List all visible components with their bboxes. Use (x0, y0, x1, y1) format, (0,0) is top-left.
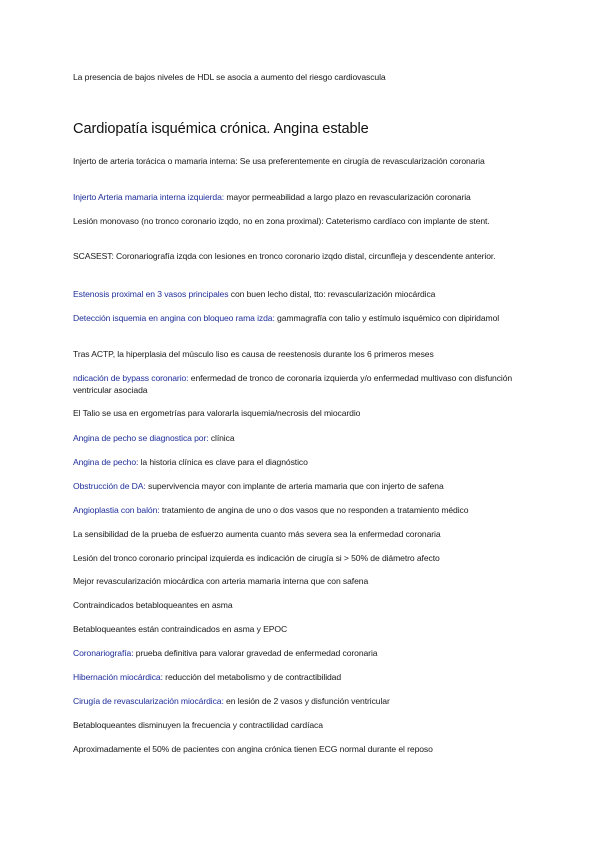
list-item (73, 313, 533, 325)
item-label: Injerto Arteria mamaria interna izquierda: (73, 192, 225, 202)
list-item (73, 289, 533, 301)
list-item (73, 720, 533, 732)
list-item (73, 349, 533, 361)
item-text: prueba definitiva para valorar gravedad de enfermedad coronaria (133, 648, 378, 658)
list-item (73, 576, 533, 588)
item-text: Injerto de arteria torácica o mamaria interna: Se usa preferentemente en cirugía de revascularización coronaria (73, 156, 485, 166)
item-label: Coronariografía: (73, 648, 134, 658)
item-label: Angioplastia con balón: (73, 505, 160, 515)
item-label: Estenosis proximal en 3 vasos principales (73, 289, 229, 299)
list-item (73, 433, 533, 445)
item-label: Obstrucción de DA: (73, 481, 146, 491)
list-item (73, 408, 533, 420)
item-label: Angina de pecho: (73, 457, 139, 467)
item-text: en lesión de 2 vasos y disfunción ventricular (223, 696, 390, 706)
item-text: Betabloqueantes están contraindicados en asma y EPOC (73, 624, 288, 634)
page-title: Cardiopatía isquémica crónica. Angina estable (73, 121, 369, 137)
list-item (73, 216, 533, 228)
list-item (73, 192, 533, 204)
item-text: supervivencia mayor con implante de arteria mamaria que con injerto de safena (145, 481, 444, 491)
list-item (73, 251, 533, 263)
list-item (73, 553, 533, 565)
item-text: tratamiento de angina de uno o dos vasos que no responden a tratamiento médico (159, 505, 469, 515)
list-item (73, 373, 533, 396)
item-text: clínica (208, 433, 235, 443)
intro-text: La presencia de bajos niveles de HDL se asocia a aumento del riesgo cardiovascula (73, 72, 386, 82)
item-text: mayor permeabilidad a largo plazo en revascularización coronaria (224, 192, 471, 202)
item-text: la historia clínica es clave para el diagnóstico (138, 457, 308, 467)
list-item (73, 696, 533, 708)
item-text: Mejor revascularización miocárdica con arteria mamaria interna que con safena (73, 576, 369, 586)
item-label: Cirugía de revascularización miocárdica: (73, 696, 224, 706)
list-item (73, 156, 533, 168)
list-item (73, 505, 533, 517)
item-label: Angina de pecho se diagnostica por: (73, 433, 209, 443)
item-label: Hibernación miocárdica: (73, 672, 163, 682)
list-item (73, 457, 533, 469)
list-item (73, 672, 533, 684)
item-text: Contraindicados betabloqueantes en asma (73, 600, 233, 610)
item-text: SCASEST: Coronariografía izqda con lesiones en tronco coronario izqdo distal, circunfleja y descendente anterior. (73, 251, 496, 261)
list-item (73, 600, 533, 612)
list-item (73, 648, 533, 660)
item-text: con buen lecho distal, tto: revascularización miocárdica (228, 289, 436, 299)
item-text: La sensibilidad de la prueba de esfuerzo aumenta cuanto más severa sea la enfermedad coronaria (73, 529, 441, 539)
item-text: Tras ACTP, la hiperplasia del músculo liso es causa de reestenosis durante los 6 primeros meses (73, 349, 434, 359)
item-text: El Talio se usa en ergometrías para valorarla isquemia/necrosis del miocardio (73, 408, 361, 418)
list-item (73, 624, 533, 636)
item-text: Betabloqueantes disminuyen la frecuencia y contractilidad cardíaca (73, 720, 323, 730)
item-text: Lesión monovaso (no tronco coronario izqdo, no en zona proximal): Cateterismo cardíaco con implante de stent. (73, 216, 490, 226)
item-text: Lesión del tronco coronario principal izquierda es indicación de cirugía si > 50% de diámetro afecto (73, 553, 440, 563)
list-item (73, 529, 533, 541)
item-label: Detección isquemia en angina con bloqueo rama izda: (73, 313, 275, 323)
item-text: Aproximadamente el 50% de pacientes con angina crónica tienen ECG normal durante el reposo (73, 744, 433, 754)
item-text: reducción del metabolismo y de contractibilidad (162, 672, 342, 682)
item-label: ndicación de bypass coronario: (73, 373, 189, 383)
item-text: enfermedad de tronco de coronaria izquierda y/o enfermedad multivaso con disfunción ventricular asociada (73, 373, 513, 395)
list-item (73, 481, 533, 493)
item-text: gammagrafía con talio y estímulo isquémico con dipiridamol (274, 313, 500, 323)
list-item (73, 744, 533, 756)
